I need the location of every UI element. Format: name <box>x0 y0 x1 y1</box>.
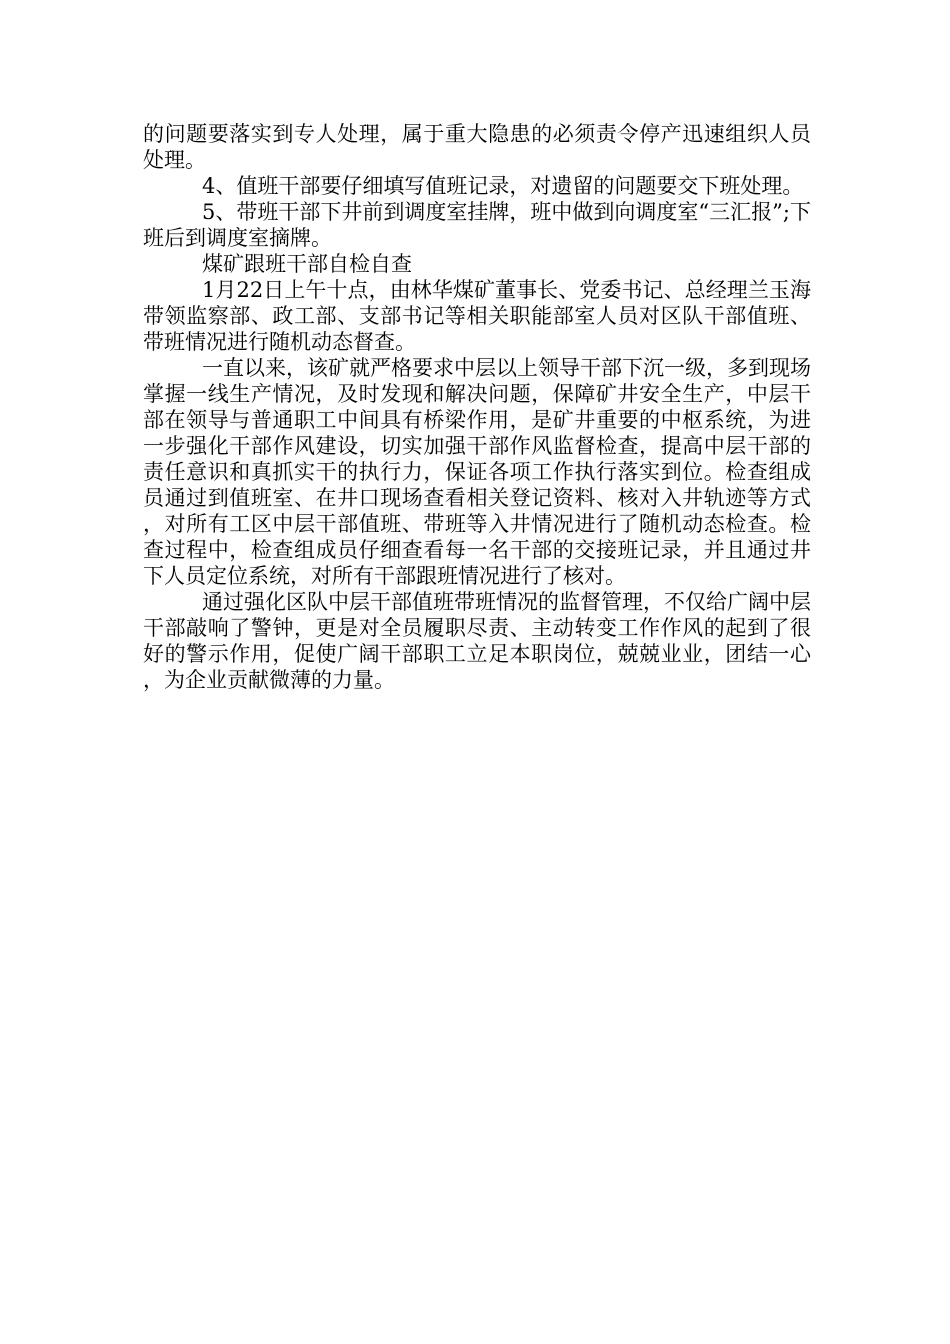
paragraph-conclusion: 通过强化区队中层干部值班带班情况的监督管理，不仅给广阔中层干部敲响了警钟，更是对全员履职尽责、主动转变工作作风的起到了很好的警示作用，促使广阔干部职工立足本职岗位，兢兢业业，团结一心，为企业贡献微薄的力量。 <box>143 590 811 692</box>
paragraph-continuation: 的问题要落实到专人处理，属于重大隐患的必须责令停产迅速组织人员处理。 <box>143 122 811 172</box>
document-body <box>143 121 811 693</box>
paragraph-inspection-intro: 1月22日上午十点，由林华煤矿董事长、党委书记、总经理兰玉海带领监察部、政工部、支部书记等相关职能部室人员对区队干部值班、带班情况进行随机动态督查。 <box>143 278 811 354</box>
paragraph-item-4: 4、值班干部要仔细填写值班记录，对遗留的问题要交下班处理。 <box>202 174 804 198</box>
section-heading: 煤矿跟班干部自检自查 <box>202 252 412 276</box>
paragraph-item-5: 5、带班干部下井前到调度室挂牌，班中做到向调度室“三汇报”;下班后到调度室摘牌。 <box>143 200 811 250</box>
paragraph-inspection-details: 一直以来，该矿就严格要求中层以上领导干部下沉一级，多到现场掌握一线生产情况，及时发现和解决问题，保障矿井安全生产，中层干部在领导与普通职工中间具有桥梁作用，是矿井重要的中枢系统，为进一步强化干部作风建设，切实加强干部作风监督检查，提高中层干部的责任意识和真抓实干的执行力，保证各项工作执行落实到位。检查组成员通过到值班室、在井口现场查看相关登记资料、核对入井轨迹等方式，对所有工区中层干部值班、带班等入井情况进行了随机动态检查。检查过程中，检查组成员仔细查看每一名干部的交接班记录，并且通过井下人员定位系统，对所有干部跟班情况进行了核对。 <box>143 356 811 588</box>
